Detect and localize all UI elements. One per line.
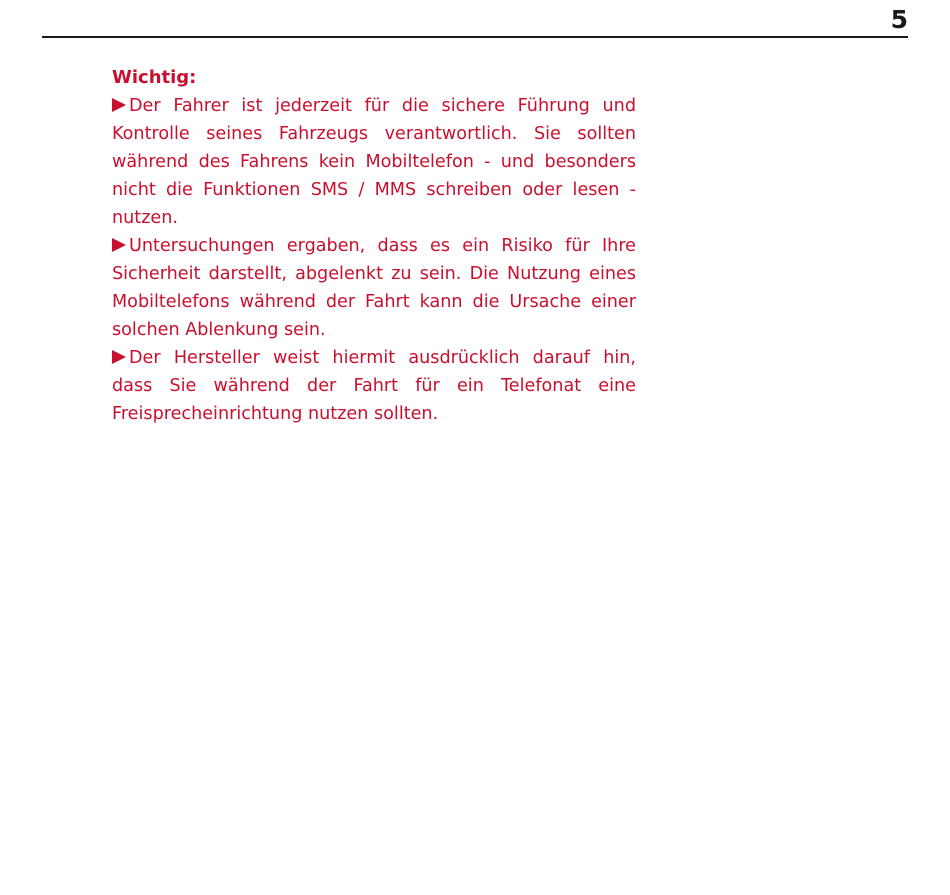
notice-paragraph-driver-responsibility: [112, 92, 636, 232]
page-number: 5: [890, 5, 908, 34]
notice-paragraph-text: Der Fahrer ist jederzeit für die sichere Führung und Kontrolle seines Fahrzeugs verantwortlich. Sie sollten während des Fahrens kein Mobiltelefon - und besonders nicht die Funktionen SMS / MMS schreiben oder lesen - nutzen.: [112, 96, 636, 228]
notice-heading: Wichtig:: [112, 67, 197, 88]
play-triangle-icon: [112, 238, 126, 252]
safety-notice: [112, 64, 636, 428]
notice-paragraph-text: Der Hersteller weist hiermit ausdrücklich darauf hin, dass Sie während der Fahrt für ein Telefonat eine Freisprecheinrichtung nutzen sollten.: [112, 348, 636, 424]
play-triangle-icon: [112, 350, 126, 364]
header-divider: [42, 36, 908, 38]
notice-paragraph-text: Untersuchungen ergaben, dass es ein Risiko für Ihre Sicherheit darstellt, abgelenkt zu sein. Die Nutzung eines Mobiltelefons während der Fahrt kann die Ursache einer solchen Ablenkung sein.: [112, 236, 636, 340]
notice-paragraph-distraction-risk: [112, 232, 636, 344]
play-triangle-icon: [112, 98, 126, 112]
notice-paragraph-handsfree: [112, 344, 636, 428]
